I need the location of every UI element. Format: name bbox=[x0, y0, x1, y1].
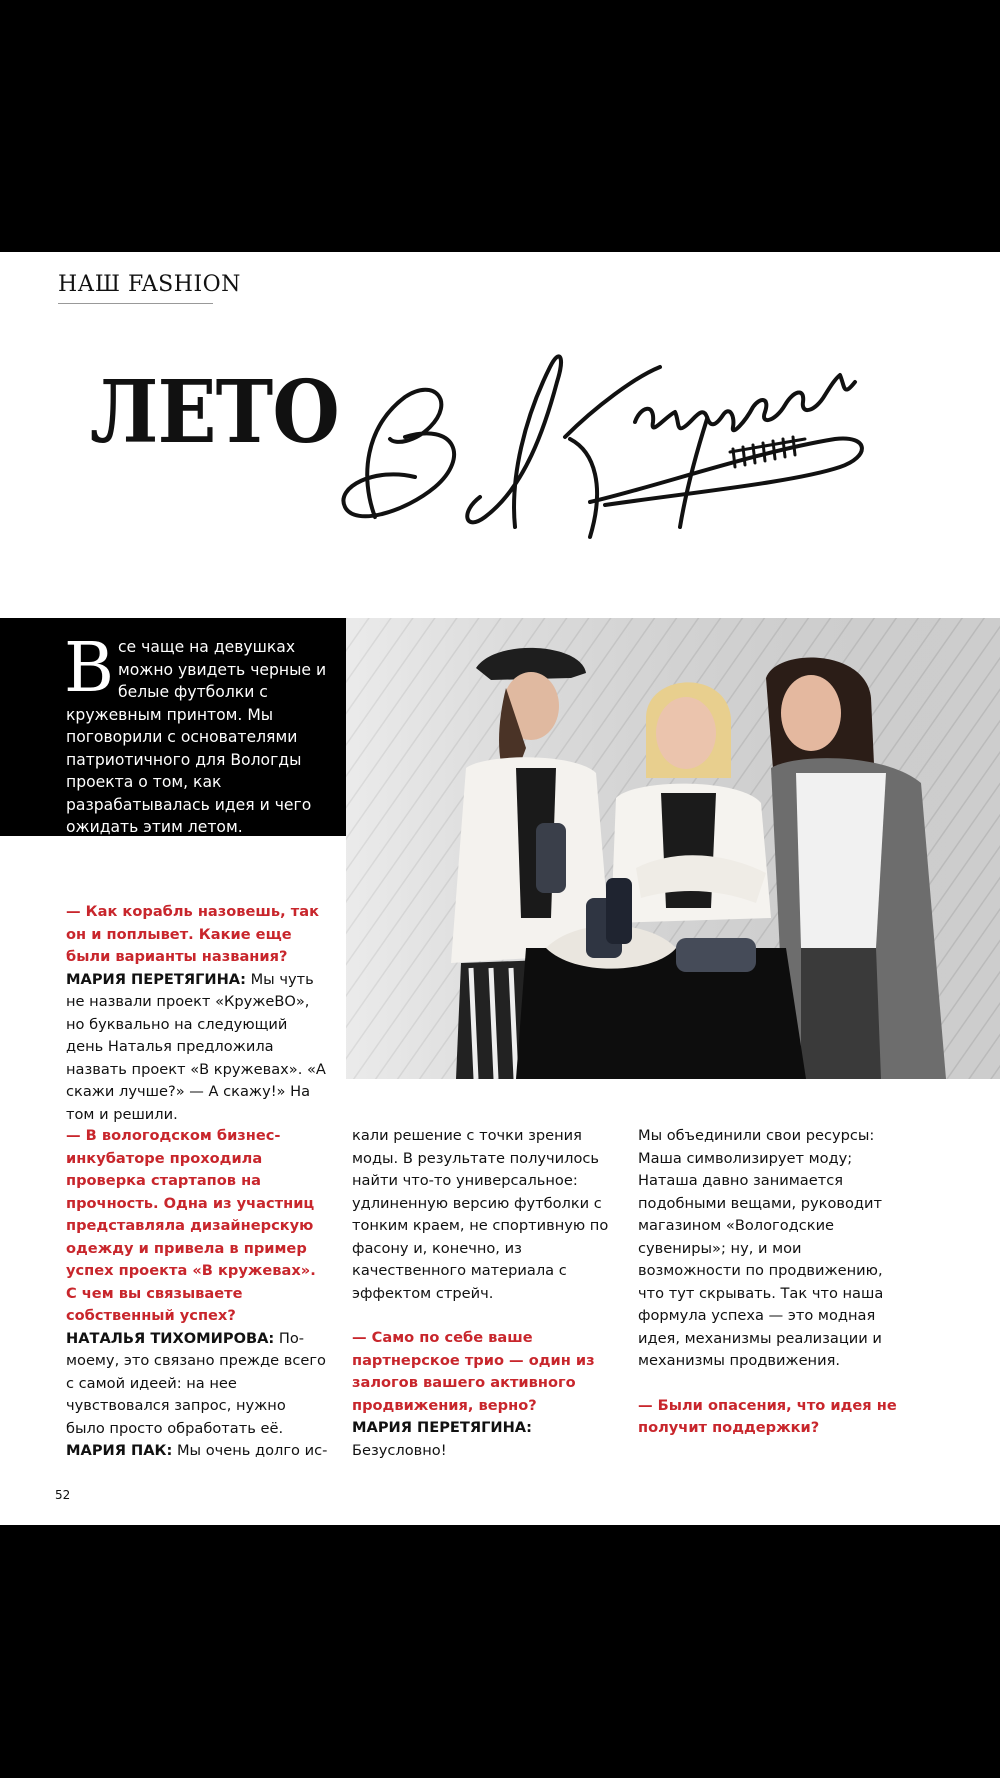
intro-body: се чаще на девушках можно увидеть черные и белые футболки с кружевным принтом. Мы поговорили с основателями патриотичного для Вологды проекта о том, как разрабатывалась идея и чего ожидать этим летом. bbox=[66, 638, 327, 836]
answer-text: Мы очень долго ис- bbox=[176, 1442, 328, 1459]
intro-text bbox=[64, 629, 328, 839]
answer-1 bbox=[66, 969, 328, 1127]
speaker-name: МАРИЯ ПАК: bbox=[66, 1442, 173, 1459]
answer-4 bbox=[352, 1417, 614, 1462]
article-column-1-top bbox=[66, 901, 328, 1126]
title-leto: ЛЕТО bbox=[90, 362, 339, 463]
answer-text: По-моему, это связано прежде всего с самой идеей: на нее чувствовался запрос, нужно было просто обработать её. bbox=[66, 1329, 326, 1437]
article-column-2 bbox=[352, 1125, 614, 1462]
answer-text: Безусловно! bbox=[352, 1441, 447, 1459]
article-column-3 bbox=[638, 1125, 900, 1440]
answer-2 bbox=[66, 1328, 328, 1441]
article-column-1-bottom bbox=[66, 1125, 328, 1463]
question-3: — Само по себе ваше партнерское трио — один из залогов вашего активного продвижения, верно? bbox=[352, 1329, 595, 1414]
article-photo bbox=[346, 618, 1000, 1079]
question-2: — В вологодском бизнес-инкубаторе проходила проверка стартапов на прочность. Одна из участниц представляла дизайнерскую одежду и привела в пример успех проекта «В кружевах». С чем вы связываете собственный успех? bbox=[66, 1127, 316, 1324]
magazine-page bbox=[0, 252, 1000, 1525]
intro-box bbox=[0, 618, 346, 836]
answer-text: Мы чуть не назвали проект «КружеВО», но буквально на следующий день Наталья предложила назвать проект «В кружевах». «А скажи лучше?» — А скажу!» На том и решили. bbox=[66, 970, 326, 1123]
answer-3 bbox=[66, 1440, 328, 1463]
question-1: — Как корабль назовешь, так он и поплывет. Какие еще были варианты названия? bbox=[66, 903, 319, 965]
speaker-name: НАТАЛЬЯ ТИХОМИРОВА: bbox=[66, 1329, 275, 1347]
answer-4-continued: Мы объединили свои ресурсы: Маша символизирует моду; Наташа давно занимается подобными вещами, руководит магазином «Вологодские сувениры»; ну, и мои возможности по продвижению, что тут скрывать. Так что наша формула успеха — это модная идея, механизмы реализации и механизмы продвижения. bbox=[638, 1127, 884, 1369]
drop-cap: В bbox=[64, 629, 114, 708]
speaker-name: МАРИЯ ПЕРЕТЯГИНА: bbox=[352, 1419, 532, 1436]
section-label: НАШ FASHION bbox=[58, 272, 241, 297]
section-underline bbox=[58, 303, 213, 304]
title-script-lettering bbox=[335, 327, 875, 552]
page-number: 52 bbox=[55, 1488, 71, 1502]
question-4: — Были опасения, что идея не получит поддержки? bbox=[638, 1396, 897, 1436]
speaker-name: МАРИЯ ПЕРЕТЯГИНА: bbox=[66, 970, 246, 988]
answer-3-continued: кали решение с точки зрения моды. В результате получилось найти что-то универсальное: удлиненную версию футболки с тонким краем, не спортивную по фасону и, конечно, из качественного материала с эффектом стрейч. bbox=[352, 1127, 609, 1302]
